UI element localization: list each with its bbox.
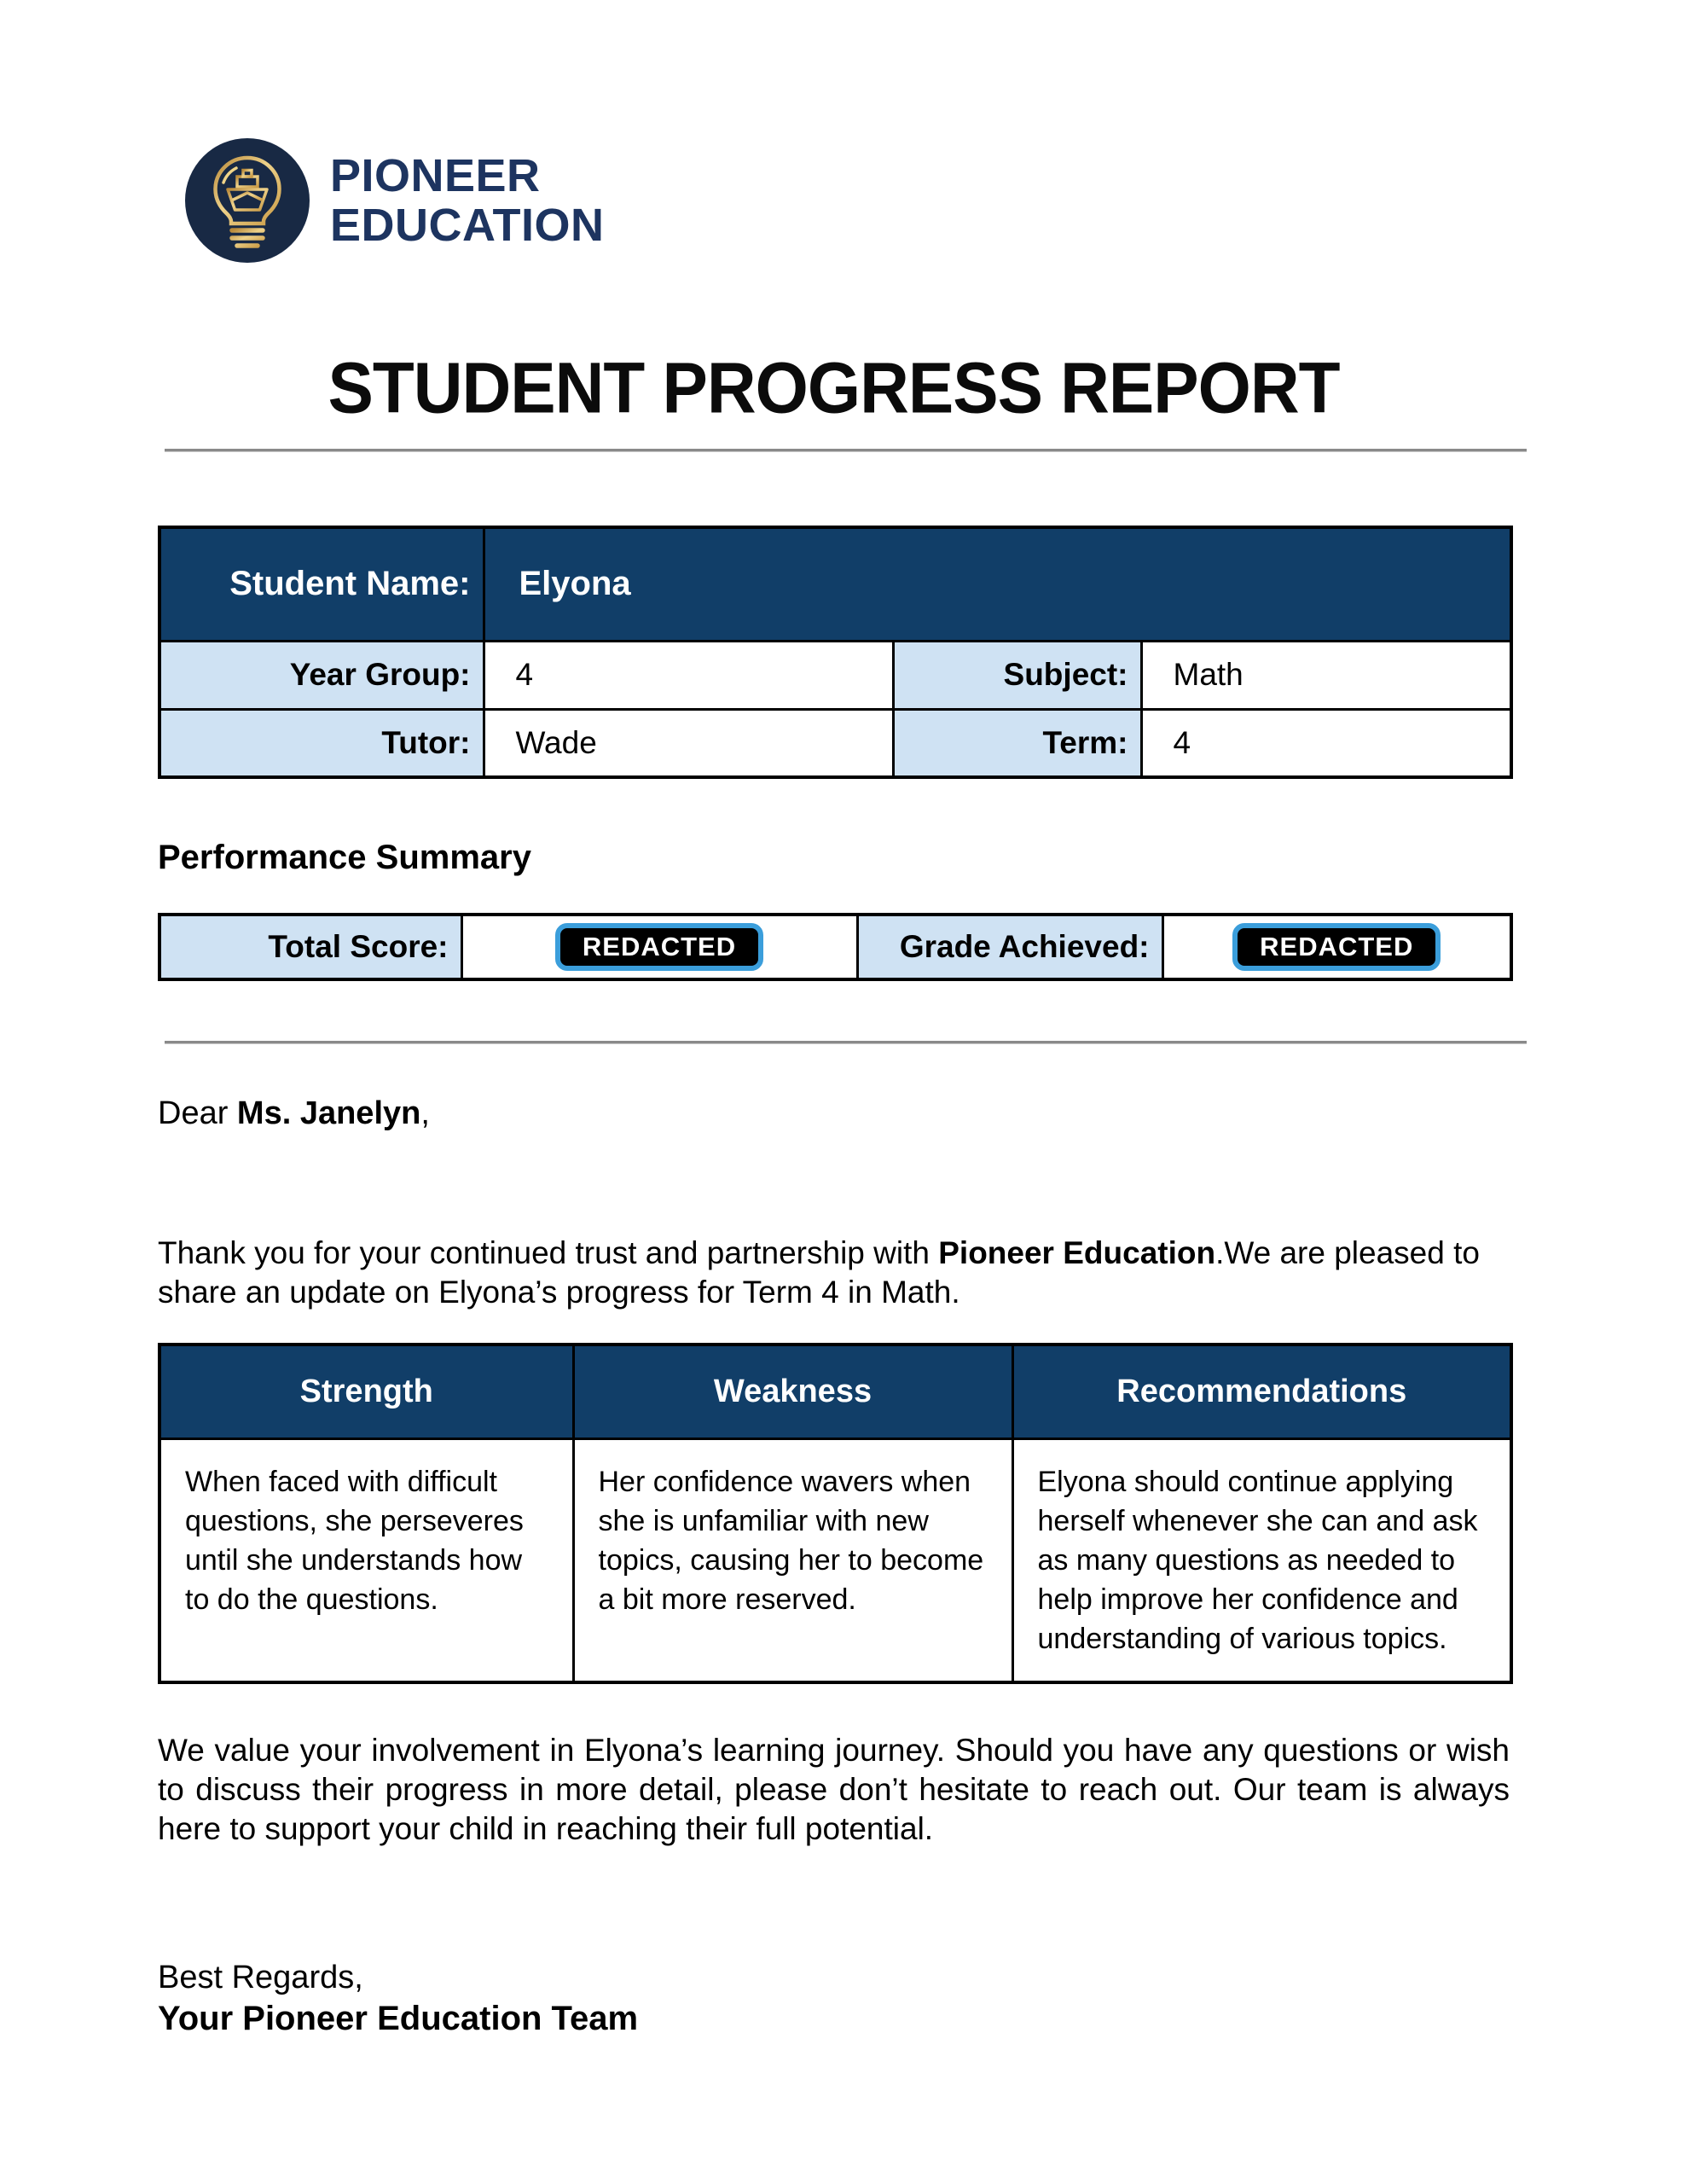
subject-label: Subject:	[893, 641, 1141, 709]
year-group-value: 4	[484, 641, 893, 709]
total-score-redacted-badge: REDACTED	[555, 923, 763, 971]
term-value: 4	[1141, 709, 1511, 777]
weakness-cell: Her confidence wavers when she is unfamiliar with new topics, causing her to become a bit more reserved.	[573, 1438, 1012, 1682]
strength-cell: When faced with difficult questions, she perseveres until she understands how to do the questions.	[159, 1438, 573, 1682]
divider-top	[165, 449, 1527, 452]
greeting-recipient-name: Ms. Janelyn	[236, 1095, 421, 1131]
greeting-prefix: Dear	[158, 1095, 237, 1131]
recommendations-cell: Elyona should continue applying herself whenever she can and ask as many questions as needed to help improve her confidence and understanding of various topics.	[1012, 1438, 1511, 1682]
page-title: STUDENT PROGRESS REPORT	[328, 347, 1340, 428]
subject-value: Math	[1141, 641, 1511, 709]
intro-text-after: .We are pleased to share an update on Elyona’s progress for Term 4 in Math.	[158, 1235, 1480, 1310]
brand-name-line2: EDUCATION	[330, 200, 605, 251]
intro-text-before: Thank you for your continued trust and partnership with	[158, 1235, 939, 1270]
feedback-table	[158, 1343, 1513, 1684]
student-name-row	[159, 527, 1511, 641]
closing-paragraph: We value your involvement in Elyona’s learning journey. Should you have any questions or wish to discuss their progress in more detail, please don’t hesitate to reach out. Our team is always here to support your child in reaching their full potential.	[158, 1732, 1510, 1846]
performance-summary-heading: Performance Summary	[158, 839, 531, 876]
intro-brand-bold: Pioneer Education	[938, 1235, 1216, 1270]
year-subject-row	[159, 641, 1511, 709]
total-score-cell	[461, 915, 857, 979]
student-name-label: Student Name:	[159, 527, 484, 641]
performance-row	[159, 915, 1511, 979]
brand-name-line1: PIONEER	[330, 149, 541, 201]
weakness-header: Weakness	[573, 1345, 1012, 1438]
tutor-label: Tutor:	[159, 709, 484, 777]
recommendations-header: Recommendations	[1012, 1345, 1511, 1438]
tutor-term-row	[159, 709, 1511, 777]
grade-achieved-cell	[1162, 915, 1511, 979]
intro-paragraph	[158, 1234, 1510, 1312]
total-score-label: Total Score:	[159, 915, 461, 979]
term-label: Term:	[893, 709, 1141, 777]
student-name-value: Elyona	[484, 527, 1511, 641]
brand-logo	[183, 0, 1510, 264]
year-group-label: Year Group:	[159, 641, 484, 709]
signature-team-name: Your Pioneer Education Team	[158, 1999, 639, 2037]
greeting-suffix: ,	[420, 1095, 430, 1131]
strength-header: Strength	[159, 1345, 573, 1438]
page-content	[158, 0, 1510, 2038]
student-info-table	[158, 526, 1513, 779]
tutor-value: Wade	[484, 709, 893, 777]
lightbulb-ship-logo-icon	[183, 136, 311, 264]
grade-achieved-label: Grade Achieved:	[857, 915, 1162, 979]
closing-salutation: Best Regards,	[158, 1959, 363, 1995]
feedback-body-row	[159, 1438, 1511, 1682]
divider-middle	[165, 1041, 1527, 1044]
greeting-line	[158, 1094, 1510, 1133]
brand-wordmark	[330, 151, 605, 251]
grade-achieved-redacted-badge: REDACTED	[1232, 923, 1441, 971]
performance-summary-table	[158, 913, 1513, 981]
feedback-header-row	[159, 1345, 1511, 1438]
